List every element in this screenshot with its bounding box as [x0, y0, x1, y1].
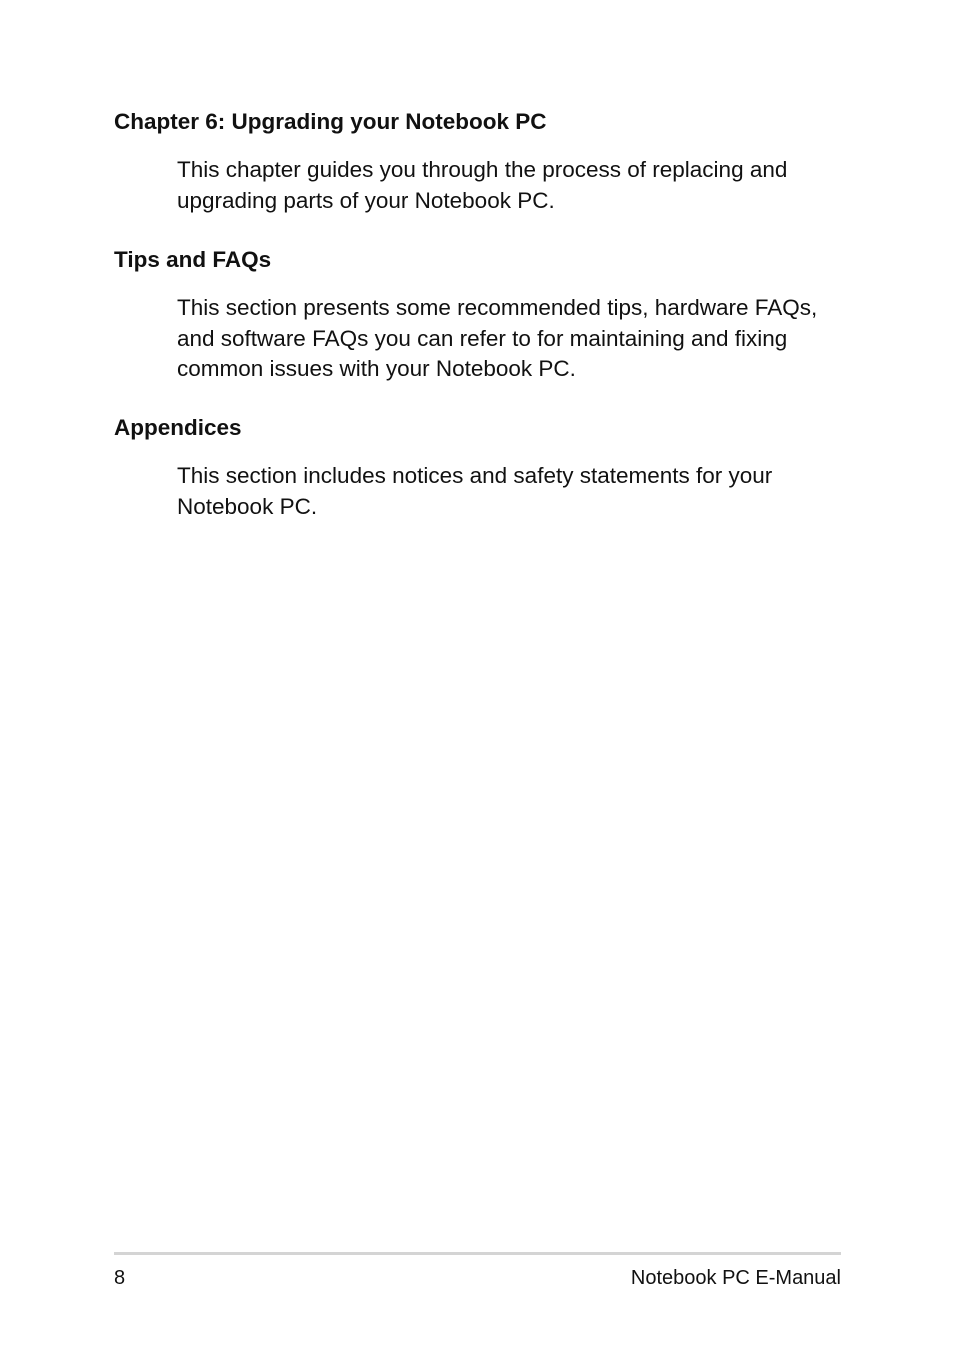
section-heading: Chapter 6: Upgrading your Notebook PC — [114, 109, 547, 134]
manual-title: Notebook PC E-Manual — [630, 1267, 841, 1289]
section-chapter-6 — [114, 107, 844, 216]
footer-divider — [114, 1252, 841, 1255]
section-description: This section presents some recommended tips, hardware FAQs, and software FAQs you can refer to for maintaining and fixing common issues with your Notebook PC. — [177, 295, 818, 382]
section-description: This chapter guides you through the process of replacing and upgrading parts of your Notebook PC. — [177, 157, 788, 213]
section-description: This section includes notices and safety statements for your Notebook PC. — [177, 463, 773, 519]
section-heading: Appendices — [114, 415, 242, 440]
section-tips-and-faqs — [114, 245, 844, 385]
section-appendices — [114, 413, 844, 522]
section-heading: Tips and FAQs — [114, 247, 272, 272]
page-number: 8 — [114, 1267, 126, 1289]
